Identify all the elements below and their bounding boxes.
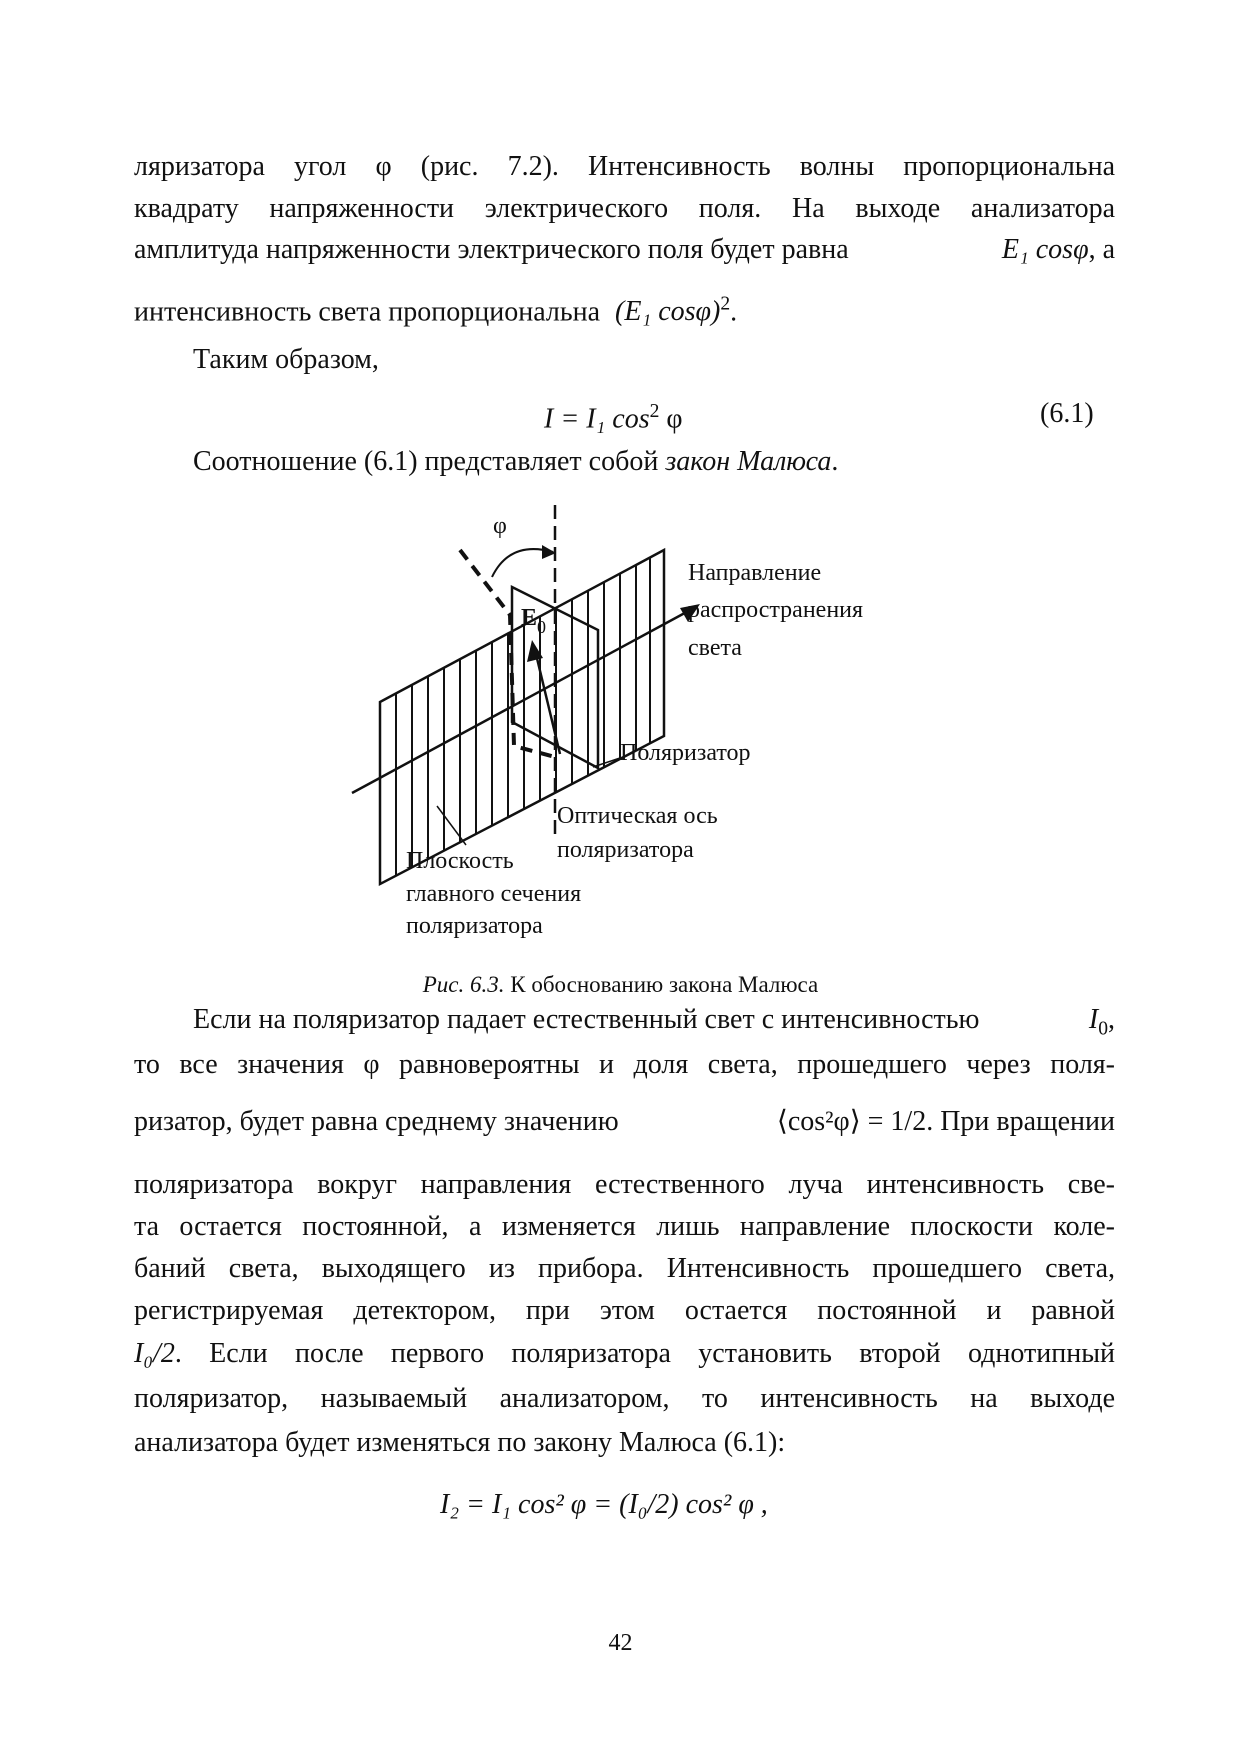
text-line: баний света, выходящего из прибора. Интенсивность прошедшего света, — [134, 1253, 1115, 1284]
math-inline: I₀/2 — [134, 1338, 175, 1369]
text-line: I₀/2 . Если после первого поляризатора установить второй однотипный — [134, 1338, 1115, 1369]
figure-caption: Рис. 6.3. К обоснованию закона Малюса — [422, 972, 819, 997]
plane-label-line3: поляризатора — [406, 913, 543, 939]
text-line: Соотношение (6.1) представляет собой закон Малюса. — [193, 446, 839, 477]
text-line: ляризатора угол φ (рис. 7.2). Интенсивность волны пропорциональна — [134, 151, 1115, 182]
text-line: ризатор, будет равна среднему значению ⟨cos²φ⟩ = 1/2. При вращении — [134, 1106, 1115, 1137]
plane-label-line2: главного сечения — [406, 881, 582, 907]
page-number: 42 — [608, 1630, 633, 1656]
equation-analyzer: I₂ = I₁ cos² φ = (I₀/2) cos² φ , — [440, 1489, 768, 1520]
angle-label: φ — [493, 513, 507, 539]
text-line: поляризатора вокруг направления естественного луча интенсивность све- — [134, 1169, 1115, 1200]
optical-axis-label-line2: поляризатора — [557, 837, 694, 863]
text-line: анализатора будет изменяться по закону Малюса (6.1): — [134, 1427, 786, 1458]
math-inline: (E₁ cosφ)$^2$ — [615, 294, 731, 328]
text-line: Если на поляризатор падает естественный свет с интенсивностью $I_0$, — [193, 1004, 1115, 1040]
text-line: та остается постоянной, а изменяется лишь направление плоскости коле- — [134, 1211, 1115, 1242]
direction-label-line1: Направление — [688, 560, 822, 586]
text-line: интенсивность света пропорциональна (E₁ cosφ)$^2$. — [134, 294, 738, 328]
text-line: квадрату напряженности электрического поля. На выходе анализатора — [134, 193, 1115, 224]
text-line: то все значения φ равновероятны и доля света, прошедшего через поля- — [134, 1049, 1115, 1080]
law-name: закон Малюса — [665, 446, 832, 477]
plane-label-line1: Плоскость — [406, 848, 514, 874]
polarizer-label: Поляризатор — [620, 740, 751, 766]
math-inline: ⟨cos²φ⟩ = 1/2 — [776, 1106, 927, 1137]
math-inline: E₁ cosφ — [1001, 234, 1089, 265]
equation-number: (6.1) — [1040, 398, 1094, 429]
text-fragment: амплитуда напряженности электрического поля будет равна — [134, 234, 849, 265]
leader-plane — [437, 806, 466, 845]
direction-label-line3: света — [688, 635, 742, 661]
text-line: регистрируемая детектором, при этом остается постоянной и равной — [134, 1295, 1115, 1326]
direction-label-line2: распространения — [688, 597, 864, 623]
text-line: Таким образом, — [193, 344, 379, 375]
text-fragment: интенсивность света пропорциональна — [134, 296, 601, 328]
text-fragment: , а — [1088, 234, 1115, 265]
e0-label: $E_0$ — [521, 605, 547, 637]
text-line: поляризатор, называемый анализатором, то интенсивность на выходе — [134, 1383, 1115, 1414]
equation-malus: I = I₁ $\cos^2 \varphi$ — [544, 401, 683, 435]
optical-axis-label-line1: Оптическая ось — [557, 803, 718, 829]
